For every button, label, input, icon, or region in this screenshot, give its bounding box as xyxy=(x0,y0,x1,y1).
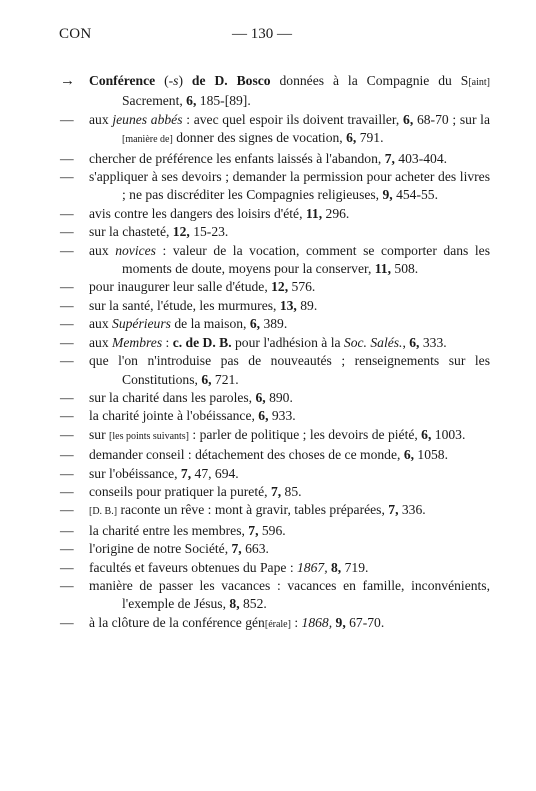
entry-ref-bold: Conférence xyxy=(89,73,165,88)
index-entry xyxy=(60,242,490,279)
entry-italic-text: s xyxy=(173,73,179,88)
entry-italic-text: novices xyxy=(115,242,156,258)
entry-text: aux xyxy=(89,334,113,350)
page-number: — 130 — xyxy=(232,26,292,42)
running-head-keyword: CON xyxy=(59,26,92,42)
entry-dash: — xyxy=(60,169,74,185)
entry-text: 576. xyxy=(288,279,316,295)
entry-ref-bold: 12, xyxy=(172,224,190,240)
entry-text: 721. xyxy=(211,371,239,387)
index-entry xyxy=(60,111,490,150)
entry-text: raconte un rêve : mont à gravir, tables préparées, xyxy=(117,502,389,518)
index-entry xyxy=(60,540,490,558)
entry-text: facultés et faveurs obtenues du Pape : xyxy=(89,559,297,575)
index-entry xyxy=(60,465,490,483)
entry-ref-bold: 11, xyxy=(374,261,392,277)
index-entry xyxy=(60,483,490,501)
entry-dash: — xyxy=(60,242,74,258)
entry-italic-text: Supérieurs xyxy=(112,316,171,332)
entry-text: 663. xyxy=(241,541,269,557)
entry-ref-bold: 6, xyxy=(421,426,432,442)
entry-text: de la maison, xyxy=(170,316,250,332)
index-entry xyxy=(60,205,490,223)
entry-text: sur la charité dans les paroles, xyxy=(89,389,256,405)
entry-italic-text: Membres xyxy=(112,334,163,350)
index-entry xyxy=(60,389,490,407)
entry-text: l'origine de notre Société, xyxy=(89,541,232,557)
entry-ref-bold: 6, xyxy=(201,371,212,387)
entry-italic-text: 1867, xyxy=(297,559,328,575)
entry-dash: — xyxy=(60,224,74,240)
index-entry xyxy=(60,168,490,205)
index-entry xyxy=(60,352,490,389)
entry-ref-bold: 6, xyxy=(346,130,357,146)
entry-text: 403-404. xyxy=(394,150,448,166)
entry-dash: — xyxy=(60,483,74,499)
entry-dash: — xyxy=(60,465,74,481)
entry-ref-bold: 9, xyxy=(382,187,393,203)
index-entry xyxy=(60,334,490,352)
entry-text: 791. xyxy=(356,130,384,146)
entry-dash: — xyxy=(60,559,74,575)
entry-editorial-insert: [aint] xyxy=(468,77,490,88)
entry-dash: — xyxy=(60,522,74,538)
entry-dash: — xyxy=(60,334,74,350)
entry-text: avis contre les dangers des loisirs d'été, xyxy=(89,205,306,221)
entry-dash: — xyxy=(60,279,74,295)
entry-dash: — xyxy=(60,297,74,313)
entry-text: 596. xyxy=(258,522,286,538)
entry-text: 185-[89]. xyxy=(196,93,251,109)
entry-text: 15-23. xyxy=(189,224,229,240)
entry-dash: — xyxy=(60,408,74,424)
entry-dash: — xyxy=(60,150,74,166)
entry-ref-bold: 6, xyxy=(258,408,269,424)
entry-text: la charité jointe à l'obéissance, xyxy=(89,408,259,424)
entry-text: s'appliquer à ses devoirs ; demander la permission pour acheter des livres ; ne pas discréditer les Compagnies religieuses, xyxy=(89,169,490,203)
entry-dash: — xyxy=(60,541,74,557)
entry-text: 389. xyxy=(260,316,288,332)
entry-ref-bold: 8, xyxy=(229,596,240,612)
entry-text: sur l'obéissance, xyxy=(89,465,181,481)
entry-text: 719. xyxy=(341,559,369,575)
entry-text: , xyxy=(402,334,410,350)
entry-text: aux xyxy=(89,316,113,332)
entry-ref-bold: 12, xyxy=(271,279,289,295)
entry-ref-bold: 7, xyxy=(270,483,282,499)
entry-text: pour inaugurer leur salle d'étude, xyxy=(89,279,272,295)
entry-text: 336. xyxy=(398,502,426,518)
entry-text: 68-70 ; sur la xyxy=(413,111,490,127)
entry-text: à la clôture de la conférence gén xyxy=(89,614,265,630)
entry-text: sur xyxy=(89,426,110,442)
index-entry xyxy=(60,150,490,168)
index-entry xyxy=(60,72,490,111)
entry-text: aux xyxy=(89,242,116,258)
entry-ref-bold: 11, xyxy=(305,205,323,221)
entry-text: aux xyxy=(89,111,113,127)
entry-dash: — xyxy=(60,614,74,630)
index-entry xyxy=(60,223,490,241)
entry-ref-bold: c. de D. B. xyxy=(172,334,232,350)
entry-text: 67-70. xyxy=(345,614,385,630)
entry-dash: — xyxy=(60,577,74,593)
entry-text: manière de passer les vacances : vacances en famille, inconvénients, l'exemple de Jésus, xyxy=(89,577,490,612)
index-entry xyxy=(60,315,490,333)
entry-text: 933. xyxy=(268,408,296,424)
entry-dash: — xyxy=(60,389,74,405)
entry-text: 1058. xyxy=(414,447,448,463)
entry-italic-text: 1868, xyxy=(301,614,333,630)
entry-ref-bold: 6, xyxy=(403,111,414,127)
entry-text: 333. xyxy=(419,334,447,350)
entry-dash: — xyxy=(60,502,74,518)
entry-dash: — xyxy=(60,316,74,332)
entry-ref-bold: de D. Bosco xyxy=(191,73,271,88)
entry-editorial-insert: [les points suivants] xyxy=(109,430,190,442)
entry-ref-bold: 7, xyxy=(248,522,259,538)
entry-ref-bold: 7, xyxy=(180,465,192,481)
entry-dash: — xyxy=(60,447,74,463)
index-entry xyxy=(60,426,490,446)
entry-text: 890. xyxy=(265,389,293,405)
entry-text: 454-55. xyxy=(392,187,438,203)
entry-ref-bold: 6, xyxy=(249,316,261,332)
entry-ref-bold: 6, xyxy=(409,334,420,350)
entry-text: 852. xyxy=(239,596,267,612)
entry-ref-bold: 7, xyxy=(388,502,399,518)
entry-text: : valeur de la vocation, comment se comporter dans les moments de doute, moyens pour la conserver, xyxy=(122,242,490,277)
entry-text: 1003. xyxy=(431,426,466,442)
entry-dash: — xyxy=(60,111,74,127)
arrow-icon: → xyxy=(60,73,75,89)
entry-ref-bold: 7, xyxy=(384,150,395,166)
entry-text: (- xyxy=(164,73,174,88)
entry-ref-bold: 6, xyxy=(403,447,415,463)
index-entry xyxy=(60,297,490,315)
entry-editorial-insert: [manière de] xyxy=(122,134,173,146)
entry-text: : xyxy=(162,334,173,350)
entry-text: : avec quel espoir ils doivent travailler, xyxy=(182,111,404,127)
index-entry xyxy=(60,501,490,521)
entry-text: demander conseil : détachement des choses de ce monde, xyxy=(89,447,404,463)
entry-text: sur la chasteté, xyxy=(89,224,173,240)
entry-text: données à la Compagnie du S xyxy=(270,73,469,88)
entry-italic-text: jeunes abbés xyxy=(112,111,183,127)
entry-italic-text: Soc. Salés. xyxy=(343,334,403,350)
index-entry xyxy=(60,407,490,425)
entry-text: 296. xyxy=(322,205,350,221)
entry-ref-bold: 9, xyxy=(335,614,346,630)
entry-text: Sacrement, xyxy=(122,93,187,109)
entry-text: donner des signes de vocation, xyxy=(172,130,347,146)
index-entry xyxy=(60,577,490,614)
entry-text: : parler de politique ; les devoirs de piété, xyxy=(189,426,422,442)
entry-text: que l'on n'introduise pas de nouveautés ; renseignements sur les Constitutions, xyxy=(89,353,490,387)
entry-text: 89. xyxy=(296,297,318,313)
entry-text: conseils pour pratiquer la pureté, xyxy=(89,483,271,499)
entry-text: 508. xyxy=(391,261,419,277)
entry-text: la charité entre les membres, xyxy=(89,522,249,538)
entry-ref-bold: 6, xyxy=(255,389,266,405)
index-entry xyxy=(60,522,490,540)
entry-text: : xyxy=(290,614,302,630)
entry-editorial-insert: [érale] xyxy=(264,618,291,630)
index-entry xyxy=(60,446,490,464)
entry-editorial-insert: [D. B.] xyxy=(89,506,118,518)
entry-ref-bold: 8, xyxy=(331,559,342,575)
entry-text: 85. xyxy=(281,483,302,499)
entry-dash: — xyxy=(60,426,74,442)
entry-text: sur la santé, l'étude, les murmures, xyxy=(89,297,280,313)
entry-ref-bold: 13, xyxy=(279,297,297,313)
entry-dash: — xyxy=(60,353,74,369)
entry-text: ) xyxy=(178,73,192,88)
entry-ref-bold: 6, xyxy=(186,93,197,109)
index-entry-list xyxy=(60,72,490,634)
index-entry xyxy=(60,278,490,296)
index-entry xyxy=(60,614,490,634)
entry-text: pour l'adhésion à la xyxy=(231,334,344,350)
entry-text: chercher de préférence les enfants laissés à l'abandon, xyxy=(89,150,385,166)
entry-ref-bold: 7, xyxy=(231,541,242,557)
index-entry xyxy=(60,559,490,577)
entry-dash: — xyxy=(60,205,74,221)
entry-text: 47, 694. xyxy=(191,465,239,481)
